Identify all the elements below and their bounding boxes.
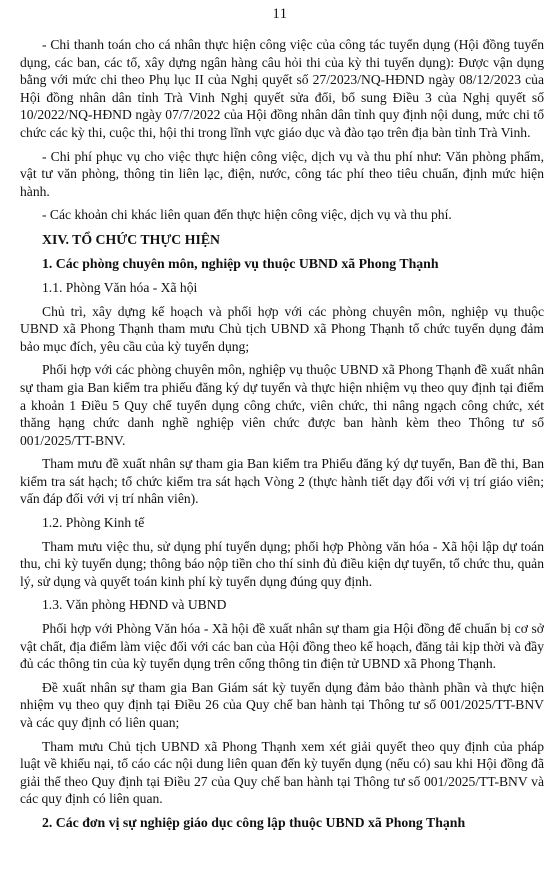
section-heading: XIV. TỔ CHỨC THỰC HIỆN bbox=[42, 231, 220, 247]
sub-subsection-heading: 1.2. Phòng Kinh tế bbox=[42, 515, 145, 531]
paragraph: - Các khoản chi khác liên quan đến thực hiện công việc, dịch vụ và thu phí. bbox=[42, 207, 452, 223]
subsection-heading: 1. Các phòng chuyên môn, nghiệp vụ thuộc UBND xã Phong Thạnh bbox=[42, 255, 439, 271]
paragraph: Tham mưu đề xuất nhân sự tham gia Ban kiểm tra Phiếu đăng ký dự tuyển, Ban đề thi, Ban kiểm tra sát hạch; tổ chức kiểm tra sát hạch Vòng 2 (thực hành tiết dạy đối với vị trí giáo viên; vấn đáp đối với vị trí nhân viên). bbox=[20, 456, 544, 507]
paragraph: Đề xuất nhân sự tham gia Ban Giám sát kỳ tuyển dụng đảm bảo thành phần và thực hiện nhiệm vụ theo quy định tại Điều 26 của Quy chế ban hành tại Thông tư số 001/2025/TT-BNV và các quy định có liên quan; bbox=[20, 679, 544, 730]
document-body bbox=[20, 36, 544, 832]
page-number: 11 bbox=[272, 6, 288, 22]
sub-subsection-heading: 1.1. Phòng Văn hóa - Xã hội bbox=[42, 279, 198, 295]
subsection-heading: 2. Các đơn vị sự nghiệp giáo dục công lập thuộc UBND xã Phong Thạnh bbox=[42, 814, 466, 830]
paragraph: - Chi phí phục vụ cho việc thực hiện công việc, dịch vụ và thu phí như: Văn phòng phẩm, vật tư văn phòng, thông tin liên lạc, điện, nước, công tác phí theo tiêu chuẩn, định mức hiện hành. bbox=[20, 148, 544, 199]
paragraph: Tham mưu việc thu, sử dụng phí tuyển dụng; phối hợp Phòng văn hóa - Xã hội lập dự toán thu, chi kỳ tuyển dụng; thông báo nộp tiền cho thí sinh đủ điều kiện dự tuyển, tổ chức thu, quản lý, sử dụng và quyết toán kinh phí kỳ tuyển dụng đúng quy định. bbox=[20, 538, 544, 589]
paragraph: Phối hợp với các phòng chuyên môn, nghiệp vụ thuộc UBND xã Phong Thạnh đề xuất nhân sự tham gia Ban kiểm tra phiếu đăng ký dự tuyển và thực hiện nhiệm vụ theo quy định tại điểm a khoản 1 Điều 5 Quy chế tuyển dụng công chức, viên chức, thi nâng ngạch công chức, xét thăng hạng chức danh nghề nghiệp viên chức được ban hành kèm theo Thông tư số 001/2025/TT-BNV. bbox=[20, 362, 544, 448]
paragraph: - Chi thanh toán cho cá nhân thực hiện công việc của công tác tuyển dụng (Hội đồng tuyển dụng, các ban, các tổ, xây dựng ngân hàng câu hỏi thi của kỳ thi tuyển dụng): Được vận dụng bằng với mức chi theo Phụ lục II của Nghị quyết số 27/2023/NQ-HĐND ngày 08/12/2023 của Hội đồng nhân dân tỉnh Trà Vinh Nghị quyết sửa đổi, bổ sung Điều 3 của Nghị quyết số 10/2022/NQ-HĐND ngày 07/7/2022 của Hội đồng nhân dân tỉnh quy định nội dung, mức chi tổ chức các kỳ thi, cuộc thi, hội thi trong lĩnh vực giáo dục và đào tạo trên địa bàn tỉnh Trà Vinh. bbox=[20, 37, 544, 140]
paragraph: Chủ trì, xây dựng kế hoạch và phối hợp với các phòng chuyên môn, nghiệp vụ thuộc UBND xã Phong Thạnh tham mưu Chủ tịch UBND xã Phong Thạnh tổ chức tuyển dụng đảm bảo mục đích, yêu cầu của kỳ tuyển dụng; bbox=[20, 303, 544, 354]
paragraph: Tham mưu Chủ tịch UBND xã Phong Thạnh xem xét giải quyết theo quy định của pháp luật về khiếu nại, tố cáo các nội dung liên quan đến kỳ tuyển dụng (nếu có) sau khi Hội đồng đã giải thể theo Quy định tại Điều 27 của Quy chế ban hành tại Thông tư số 001/2025/TT-BNV và các quy định có liên quan. bbox=[20, 738, 544, 807]
sub-subsection-heading: 1.3. Văn phòng HĐND và UBND bbox=[42, 597, 227, 613]
paragraph: Phối hợp với Phòng Văn hóa - Xã hội đề xuất nhân sự tham gia Hội đồng để chuẩn bị cơ sở vật chất, địa điểm làm việc đối với các ban của Hội đồng theo kế hoạch, đăng tải kịp thời và đầy đủ các thông tin của kỳ tuyển dụng trên cổng thông tin điện tử UBND xã Phong Thạnh. bbox=[20, 621, 544, 672]
